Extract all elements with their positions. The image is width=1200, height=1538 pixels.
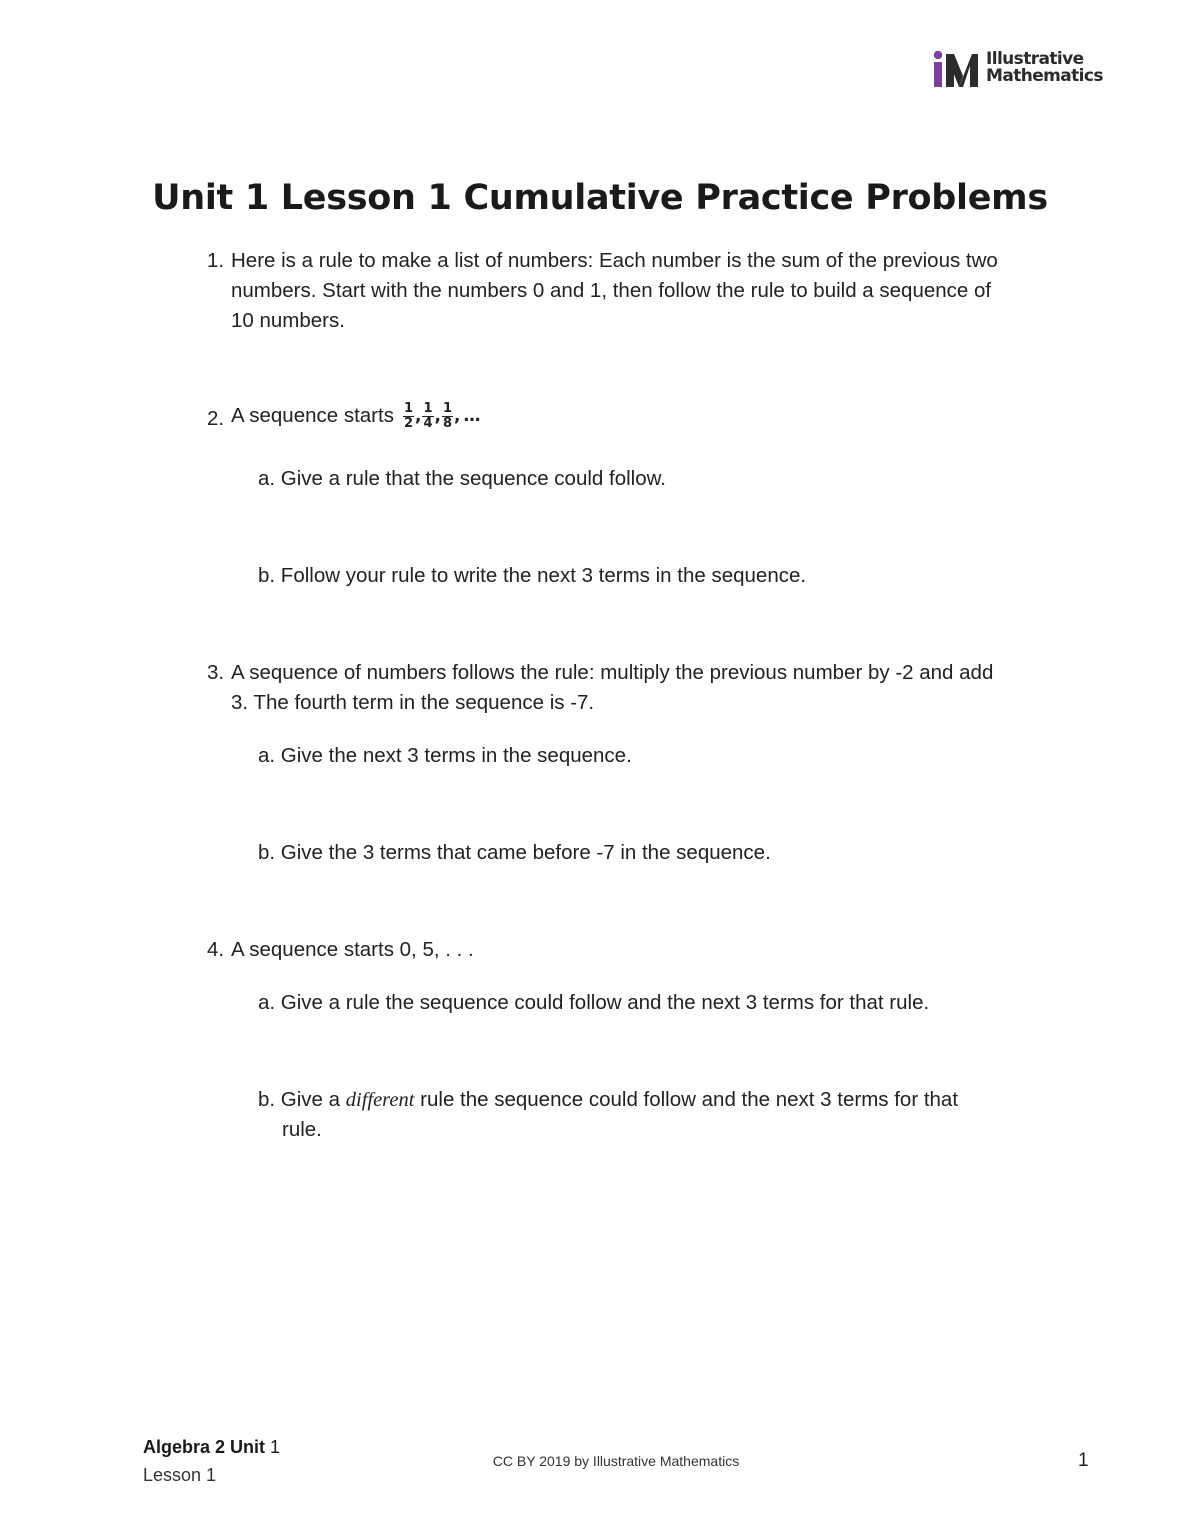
footer-unit-number: 1 <box>270 1437 281 1457</box>
fraction-denominator: 4 <box>423 415 433 431</box>
problem-3-part-a: a. Give the next 3 terms in the sequence. <box>258 744 632 767</box>
problem-4-part-b-post: rule the sequence could follow and the next 3 terms for that <box>420 1088 959 1111</box>
problem-4-number: 4. <box>207 938 225 961</box>
footer-license: CC BY 2019 by Illustrative Mathematics <box>492 1453 740 1469</box>
fraction-one-eighth <box>442 402 453 431</box>
im-logo-icon <box>932 48 980 88</box>
fraction-denominator: 8 <box>443 415 453 431</box>
sequence-comma: , <box>415 406 422 426</box>
problem-1-line-3: 10 numbers. <box>231 309 345 332</box>
illustrative-mathematics-logo <box>932 48 1103 88</box>
problem-1-line-2: numbers. Start with the numbers 0 and 1, then follow the rule to build a sequence of <box>231 279 992 302</box>
sequence-comma: , <box>454 406 461 426</box>
fraction-one-half <box>403 402 414 431</box>
problem-4-part-a: a. Give a rule the sequence could follow and the next 3 terms for that rule. <box>258 991 930 1014</box>
problem-3-part-b: b. Give the 3 terms that came before -7 in the sequence. <box>258 841 771 864</box>
logo-line-mathematics: Mathematics <box>986 66 1103 86</box>
problem-4-part-b <box>258 1085 958 1115</box>
fraction-one-quarter <box>422 402 433 431</box>
problem-2-stem <box>231 401 481 431</box>
problem-4-part-b-emphasis: different <box>345 1089 415 1111</box>
problem-3-line-1: A sequence of numbers follows the rule: multiply the previous number by -2 and add <box>231 661 994 684</box>
footer-lesson: Lesson 1 <box>143 1465 217 1485</box>
problem-3-line-2: 3. The fourth term in the sequence is -7. <box>231 691 595 714</box>
problem-1-number: 1. <box>207 249 225 272</box>
fraction-numerator: 1 <box>403 400 414 416</box>
problem-4-line-1: A sequence starts 0, 5, . . . <box>231 938 474 961</box>
problem-2-part-a: a. Give a rule that the sequence could follow. <box>258 467 666 490</box>
fraction-numerator: 1 <box>423 400 433 416</box>
problem-4-part-b-line-2: rule. <box>282 1118 322 1141</box>
logo-wordmark <box>986 51 1103 85</box>
problem-4-part-b-pre: b. Give a <box>258 1088 341 1111</box>
problem-3-number: 3. <box>207 661 225 684</box>
problem-2-part-b: b. Follow your rule to write the next 3 terms in the sequence. <box>258 564 807 587</box>
fraction-denominator: 2 <box>403 415 414 431</box>
sequence-ellipsis: … <box>463 406 481 426</box>
sequence-comma: , <box>434 406 441 426</box>
problem-1-line-1: Here is a rule to make a list of numbers: Each number is the sum of the previous two <box>231 249 998 272</box>
problem-2-lead: A sequence starts <box>231 404 394 427</box>
page-number: 1 <box>1078 1450 1089 1471</box>
logo-line-illustrative: Illustrative <box>986 49 1084 69</box>
fraction-numerator: 1 <box>443 400 453 416</box>
footer-course-name: Algebra 2 Unit <box>143 1437 266 1457</box>
page-title: Unit 1 Lesson 1 Cumulative Practice Problems <box>152 178 1048 218</box>
problem-2-number: 2. <box>207 407 225 430</box>
